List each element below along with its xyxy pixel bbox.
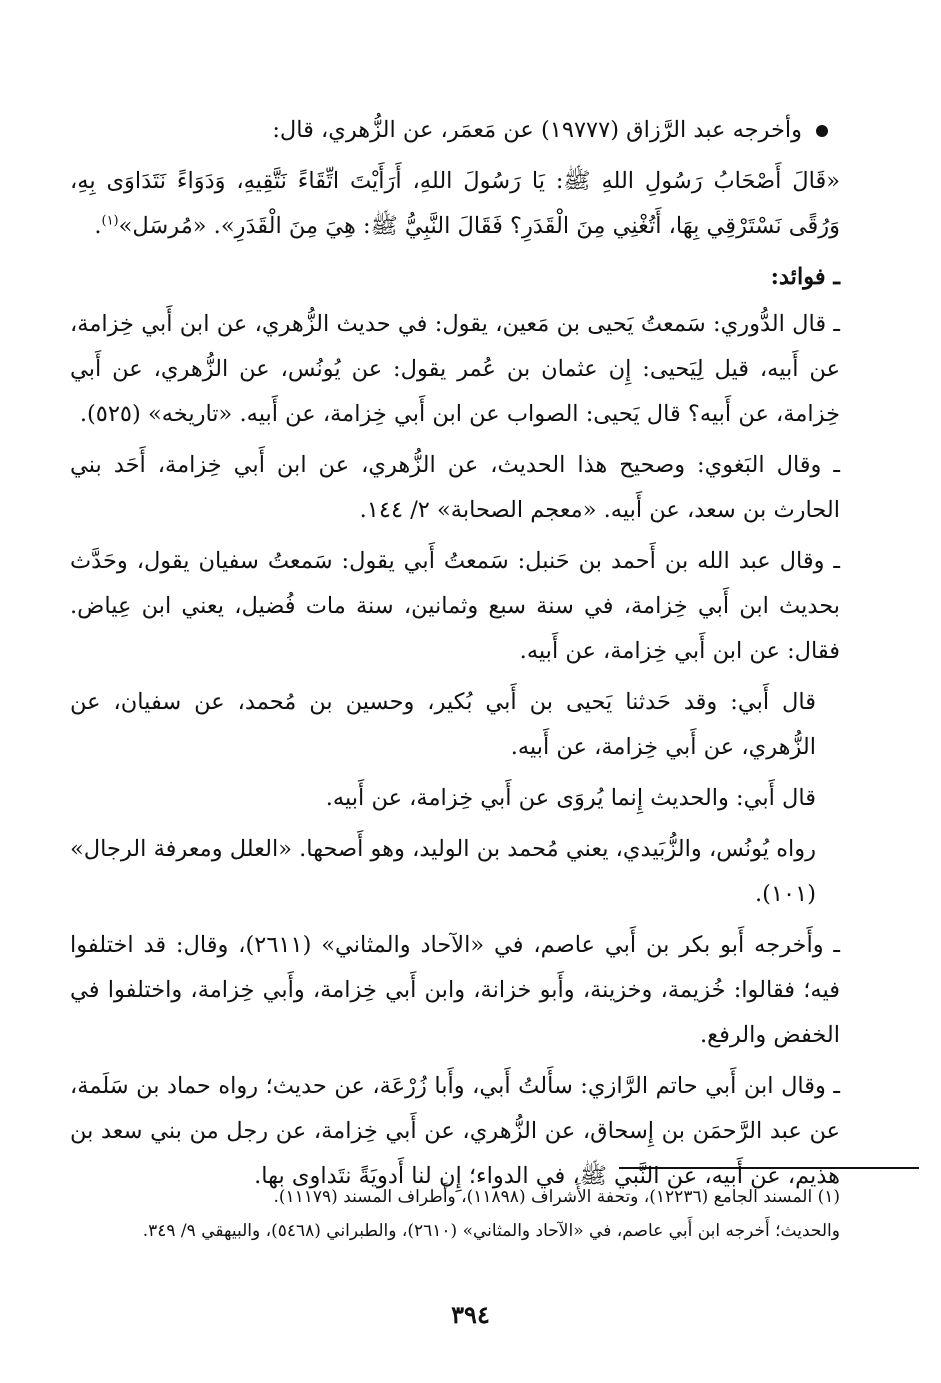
page-body [70,108,840,1205]
benefits-heading: ـ فوائد: [770,264,840,290]
footnotes [70,1180,840,1248]
paragraph-abi-1: قال أَبي: وقد حَدثنا يَحيى بن أَبي بُكير، وحسين بن مُحمد، عن سفيان، عن الزُّهري، عن أَبي خِزامة، عن أَبيه. [70,689,816,760]
paragraph-abdullah: ـ وقال عبد الله بن أَحمد بن حَنبل: سَمعتُ أَبي يقول: سَمعتُ سفيان يقول، وحَدَّث بحديث ابن أَبي خِزامة، في سنة سبع وثمانين، سنة مات فُضيل، يعني ابن عِياض. فقال: عن ابن أَبي خِزامة، عن أَبيه. [70,548,840,664]
footnote-ref: (١) [101,213,119,229]
paragraph-riwayah: رواه يُونُس، والزُّبَيدي، يعني مُحمد بن الوليد، وهو أَصحها. «العلل ومعرفة الرجال» (١٠١). [70,836,816,907]
footnote-1-continued: والحديث؛ أَخرجه ابن أَبي عاصم، في «الآحاد والمثاني» (٢٦١٠)، والطبراني (٥٤٦٨)، والبيهقي ٩/ ٣٤٩. [142,1221,840,1241]
hadith-quote [70,159,840,249]
bullet-icon [816,125,828,137]
paragraph-baghawi: ـ وقال البَغوي: وصحيح هذا الحديث، عن الزُّهري، عن ابن أَبي خِزامة، أَحَد بني الحارث بن سعد، عن أَبيه. «معجم الصحابة» ٢/ ١٤٤. [70,452,840,523]
paragraph-duri: ـ قال الدُّوري: سَمعتُ يَحيى بن مَعين، يقول: في حديث الزُّهري، عن ابن أَبي خِزامة، عن أَبيه، قيل لِيَحيى: إِن عثمان بن عُمر يقول: عن يُونُس، عن الزُّهري، عن أَبي خِزامة، عن أَبيه؟ قال يَحيى: الصواب عن ابن أَبي خِزامة، عن أَبيه. «تاريخه» (٥٢٥). [70,311,840,427]
hadith-quote-text: «قَالَ أَصْحَابُ رَسُولِ اللهِ ﷺ: يَا رَسُولَ اللهِ، أَرَأَيْتَ اتِّقَاءً نَتَّقِيهِ، وَدَوَاءً نَتَدَاوَى بِهِ، وَرُقًى نَسْتَرْقِي بِهَا، أَتُغْنِي مِنَ الْقَدَرِ؟ فَقَالَ النَّبِيُّ ﷺ: هِيَ مِنَ الْقَدَرِ». «مُرسَل» [70,168,840,239]
page-number: ٣٩٤ [451,1300,490,1329]
paragraph-intro [70,108,840,153]
hadith-quote-end: . [94,213,102,239]
footnote-1: (١) المسند الجامع (١٢٢٣٦)، وتحفة الأَشراف (١١٨٩٨)، وأَطراف المسند (١١١٧٩). [273,1187,840,1207]
paragraph-abi-2: قال أَبي: والحديث إِنما يُروَى عن أَبي خِزامة، عن أَبيه. [325,785,816,811]
paragraph-ibn-abi-asim: ـ وأَخرجه أَبو بكر بن أَبي عاصم، في «الآحاد والمثاني» (٢٦١١)، وقال: قد اختلفوا فيه؛ فقالوا: خُزيمة، وخزينة، وأَبو خزانة، وابن أَبي خِزامة، وأَبي خِزامة، واختلفوا في الخفض والرفع. [70,932,841,1048]
paragraph-ibn-abi-hatim: ـ وقال ابن أَبي حاتم الرَّازي: سأَلتُ أَبي، وأَبا زُرْعَة، عن حديث؛ رواه حماد بن سَلَمة، عن عبد الرَّحمَن بن إِسحاق، عن الزُّهري، عن أَبي خِزامة، عن رجل من بني سعد بن هذيم، عن أَبيه، عن النَّبي ﷺ، في الدواء؛ إِن لنا أَدويَةً نتَداوى بها. [70,1073,840,1189]
paragraph-intro-text: وأخرجه عبد الرَّزاق (١٩٧٧٧) عن مَعمَر، عن الزُّهري، قال: [272,117,802,143]
footnote-divider [619,1167,919,1169]
